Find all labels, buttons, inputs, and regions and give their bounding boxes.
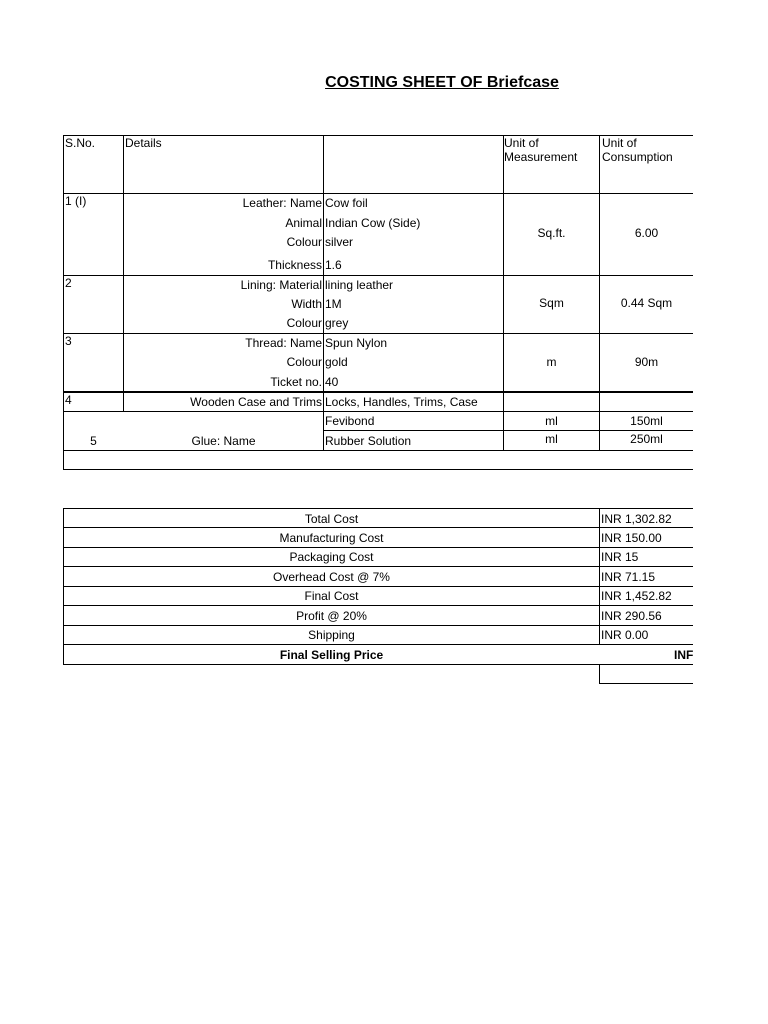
page-title: COSTING SHEET OF Briefcase <box>325 74 559 91</box>
row1-label-name: Leather: Name <box>242 196 322 210</box>
row1-label-colour: Colour <box>286 235 322 249</box>
header-uom-line1: Unit of <box>504 136 539 150</box>
row-divider <box>63 275 503 276</box>
row4-label: Wooden Case and Trims <box>190 395 322 409</box>
col-divider <box>503 135 504 451</box>
cost-label-packaging: Packaging Cost <box>289 550 374 564</box>
row5-uom-1: ml <box>545 414 558 428</box>
row5-value-2: Rubber Solution <box>325 434 412 448</box>
row4-sno: 4 <box>65 393 72 407</box>
cost-value-overhead: INR 71.15 <box>601 570 656 584</box>
cost-col-divider <box>599 508 600 645</box>
cost-value-shipping: INR 0.00 <box>601 628 649 642</box>
cost-label-total: Total Cost <box>304 512 359 526</box>
row3-label-colour: Colour <box>286 355 322 369</box>
col-divider <box>63 135 64 470</box>
col-divider <box>323 135 324 451</box>
row1-label-animal: Animal <box>285 216 322 230</box>
row-divider <box>503 333 693 334</box>
cost-label-manufacturing: Manufacturing Cost <box>279 531 384 545</box>
header-sno: S.No. <box>65 136 96 150</box>
cost-label-overhead: Overhead Cost @ 7% <box>273 570 390 584</box>
row1-sno: 1 (I) <box>65 194 87 208</box>
cost-value-profit: INR 290.56 <box>601 609 662 623</box>
cost-label-shipping: Shipping <box>308 628 355 642</box>
row1-uoc: 6.00 <box>634 226 659 240</box>
header-uoc-line2: Consumption <box>602 150 673 164</box>
row2-uoc: 0.44 Sqm <box>620 296 673 310</box>
cost-border-bottom <box>599 683 693 684</box>
cost-value-final: INR 1,452.82 <box>601 589 672 603</box>
row-divider <box>323 430 693 431</box>
cost-label-final: Final Cost <box>304 589 359 603</box>
row-divider <box>503 275 693 276</box>
row1-uom: Sq.ft. <box>537 226 566 240</box>
row5-uoc-2: 250ml <box>630 432 663 446</box>
col-divider <box>123 135 124 412</box>
row2-sno: 2 <box>65 276 72 290</box>
row3-uom: m <box>546 355 557 369</box>
row2-label-width: Width <box>291 297 322 311</box>
row4-value: Locks, Handles, Trims, Case <box>325 395 478 409</box>
row3-value-colour: gold <box>325 355 348 369</box>
row2-label-material: Lining: Material <box>240 278 322 292</box>
table-border-bottom <box>63 469 693 470</box>
row1-value-animal: Indian Cow (Side) <box>325 216 421 230</box>
row5-uoc-1: 150ml <box>630 414 663 428</box>
row2-value-width: 1M <box>325 297 342 311</box>
row5-sno: 5 <box>90 434 97 448</box>
row1-label-thickness: Thickness <box>267 258 322 272</box>
row1-value-name: Cow foil <box>325 196 368 210</box>
header-uom-line2: Measurement <box>504 150 578 164</box>
row5-value-1: Fevibond <box>325 414 375 428</box>
row5-uom-2: ml <box>545 432 558 446</box>
row1-value-colour: silver <box>325 235 354 249</box>
row3-uoc: 90m <box>634 355 659 369</box>
row3-sno: 3 <box>65 334 72 348</box>
row2-uom: Sqm <box>539 296 564 310</box>
row5-label: Glue: Name <box>191 434 256 448</box>
row1-value-thickness: 1.6 <box>325 258 342 272</box>
cost-value-total: INR 1,302.82 <box>601 512 672 526</box>
cost-value-packaging: INR 15 <box>601 550 639 564</box>
row3-value-name: Spun Nylon <box>325 336 388 350</box>
row2-label-colour: Colour <box>286 316 322 330</box>
row3-label-ticket: Ticket no. <box>270 375 322 389</box>
header-details: Details <box>125 136 162 150</box>
final-selling-price-label: Final Selling Price <box>279 648 384 662</box>
row3-value-ticket: 40 <box>325 375 339 389</box>
cost-label-profit: Profit @ 20% <box>296 609 367 623</box>
header-uoc-line1: Unit of <box>602 136 637 150</box>
cost-value-manufacturing: INR 150.00 <box>601 531 662 545</box>
row2-value-colour: grey <box>325 316 349 330</box>
final-selling-price-value: INF <box>674 648 693 662</box>
row-divider <box>63 333 503 334</box>
row3-label-name: Thread: Name <box>245 336 322 350</box>
col-divider <box>599 135 600 451</box>
cost-col-divider <box>599 664 600 684</box>
row2-value-material: lining leather <box>325 278 394 292</box>
